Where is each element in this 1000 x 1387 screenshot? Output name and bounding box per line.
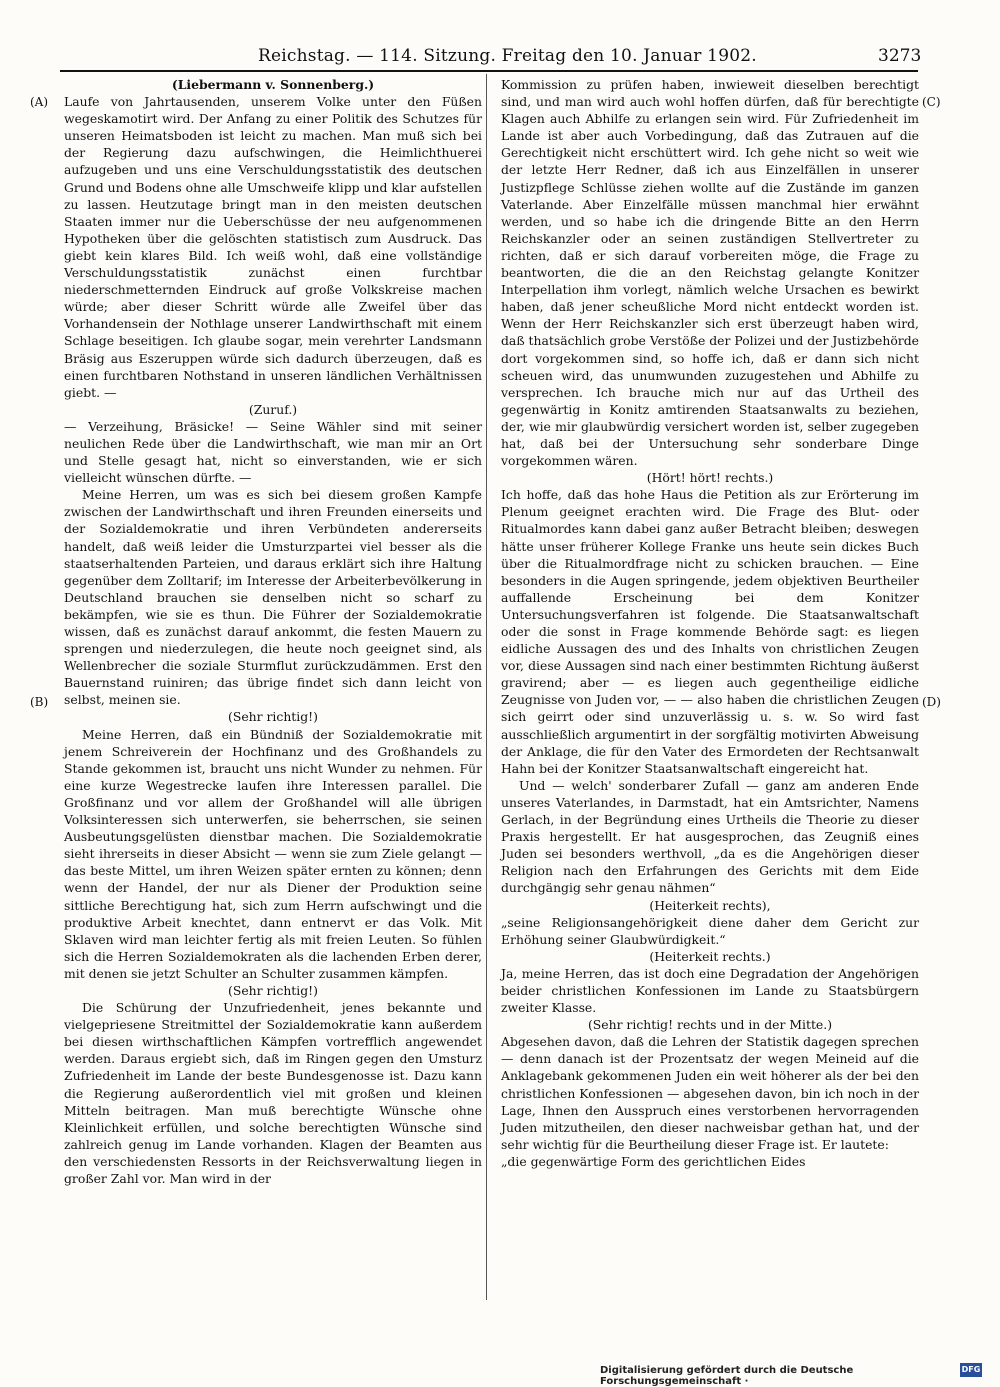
margin-mark-d: (D) (922, 695, 941, 709)
footer (600, 1365, 981, 1387)
paragraph: Ich hoffe, daß das hohe Haus die Petition als zur Erörterung im Plenum geeignet erachten wird. Die Frage des Blut- oder Ritualmordes kann dabei ganz außer Betracht bleiben; deswegen hätte unser früherer Kollege Franke uns heute sein dickes Buch über die Ritualmordfrage nicht zu schicken brauchen. — Eine besonders in die Augen springende, jedem objektiven Beurtheiler auffallende Erscheinung bei dem Konitzer Untersuchungsverfahren ist folgende. Die Staatsanwaltschaft oder die sonst in Frage kommende Behörde sagt: es liegen eidliche Aussagen des und des Inhalts von christlichen Zeugen vor, diese Aussagen sind nach einer bestimmten Richtung äußerst gravirend; aber — es liegen auch gegentheilige eidliche Zeugnisse von Juden vor, — — also haben die christlichen Zeugen sich geirrt oder sind unzuverlässig u. s. w. So wird fast ausschließlich argumentirt in der sorgfältig motivirten Abweisung der Anklage, die für den Vater des Ermordeten der Rechtsanwalt Hahn bei der Konitzer Staatsanwaltschaft eingereicht hat. (501, 487, 919, 776)
footer-credit: Digitalisierung gefördert durch die Deutsche Forschungsgemeinschaft · (600, 1365, 854, 1387)
interjection: (Heiterkeit rechts.) (649, 948, 771, 964)
paragraph: Ja, meine Herren, das ist doch eine Degradation der Angehörigen beider christlichen Konfessionen im Lande zu Staatsbürgern zweiter Klasse. (501, 965, 919, 1016)
margin-mark-c: (C) (922, 95, 941, 109)
paragraph: — Verzeihung, Bräsicke! — Seine Wähler sind mit seiner neulichen Rede über die Landwirthschaft, wie man mir an Ort und Stelle gesagt hat, nicht so einverstanden, wie er sich vielleicht wünschen dürfte. — (64, 418, 482, 486)
interjection: (Hört! hört! rechts.) (646, 470, 774, 486)
interjection: (Heiterkeit rechts), (649, 897, 771, 913)
paragraph: Laufe von Jahrtausenden, unserem Volke unter den Füßen wegeskamotirt wird. Der Anfang zu einer Politik des Schutzes für unseren Heimatsboden ist leicht zu machen. Man muß sich bei der Regierung dazu aufschwingen, die Heimlichthuerei aufzugeben und uns eine Verschuldungsstatistik des deutschen Grund und Bodens ohne alle Umschweife klipp und klar aufstellen zu lassen. Heutzutage bringt man in den meisten deutschen Staaten immer nur die Ueberschüsse der neu aufgenommenen Hypotheken über die gelöschten statistisch zum Ausdruck. Das giebt kein klares Bild. Ich weiß wohl, daß eine vollständige Verschuldungsstatistik zunächst einen furchtbar niederschmetternden Eindruck auf große Volkskreise machen würde; aber dieser Schritt würde alle Zweifel über das Vorhandensein der Nothlage unserer Landwirthschaft mit einem Schlage beseitigen. Ich glaube sogar, mein verehrter Landsmann Bräsig aus Eszeruppen würde sich dadurch überzeugen, daß es einen furchtbaren Nothstand in unseren ländlichen Verhältnissen giebt. — (64, 94, 482, 400)
running-header (258, 46, 958, 70)
dfg-logo-icon: DFG (960, 1363, 982, 1377)
margin-mark-b: (B) (30, 695, 49, 709)
interjection: (Sehr richtig!) (228, 982, 318, 998)
interjection: (Sehr richtig!) (228, 709, 318, 725)
header-rule (60, 70, 918, 72)
margin-mark-a: (A) (30, 95, 49, 109)
paragraph: Meine Herren, um was es sich bei diesem großen Kampfe zwischen der Landwirthschaft und ihren Freunden einerseits und der Sozialdemokratie und ihren Verbündeten andererseits handelt, daß weiß leider die Umsturzpartei viel besser als die staatserhaltenden Parteien, und daraus erklärt sich ihre Haltung gegenüber dem Zolltarif; im Interesse der Arbeiterbevölkerung in Deutschland brauchen sie denselben nicht so scharf zu bekämpfen, wie sie es thun. Die Führer der Sozialdemokratie wissen, daß es zunächst darauf ankommt, die festen Mauern zu sprengen und niederzulegen, die heute noch geeignet sind, als Wellenbrecher die soziale Sturmflut zurückzudämmen. Erst den Bauernstand ruiniren; das übrige findet sich dann leicht von selbst, meinen sie. (64, 487, 482, 708)
paragraph: Abgesehen davon, daß die Lehren der Statistik dagegen sprechen — denn danach ist der Prozentsatz der wegen Meineid auf die Anklagebank gekommenen Juden ein weit höherer als der bei den christlichen Konfessionen — abgesehen davon, bin ich noch in der Lage, Ihnen den Ausspruch eines verstorbenen hervorragenden Juden mitzutheilen, den dieser nachweisbar gethan hat, und der sehr wichtig für die Beurtheilung dieser Frage ist. Er lautete: (501, 1034, 919, 1152)
column-divider (486, 74, 487, 1300)
left-column (64, 76, 482, 1187)
running-title: Reichstag. — 114. Sitzung. Freitag den 10. Januar 1902. (258, 46, 757, 66)
page-number: 3273 (878, 46, 922, 66)
paragraph: Kommission zu prüfen haben, inwieweit dieselben berechtigt sind, und man wird auch wohl hoffen dürfen, daß für berechtigte Klagen auch Abhilfe zu erlangen sein wird. Für Zufriedenheit im Lande ist aber auch Vorbedingung, daß das Zutrauen auf die Gerechtigkeit nicht erschüttert wird. Ich gehe nicht so weit wie der letzte Herr Redner, daß ich aus Einzelfällen in unserer Justizpflege Schlüsse ziehen wollte auf die Zustände im ganzen Vaterlande. Aber Einzelfälle müssen manchmal hier erwähnt werden, und so habe ich die dringende Bitte an den Herrn Reichskanzler oder an seinen zuständigen Stellvertreter zu richten, daß er sich darauf vorbereiten möge, die Frage zu beantworten, die die an den Reichstag gelangte Konitzer Interpellation ihm vorlegt, nämlich welche Ursachen es bewirkt haben, daß jener scheußliche Mord nicht entdeckt worden ist. Wenn der Herr Reichskanzler sich erst überzeugt haben wird, daß thatsächlich grobe Verstöße der Polizei und der Justizbehörde dort vorgekommen sind, so hoffe ich, daß er dann sich nicht scheuen wird, das unumwunden zuzugestehen und Abhilfe zu versprechen. Ich brauche mich nur auf das Urtheil des gegenwärtig in Konitz amtirenden Staatsanwalts zu beziehen, der, wie mir glaubwürdig versichert worden ist, selber zugegeben hat, daß bei der Untersuchung sehr sonderbare Dinge vorgekommen wären. (501, 77, 919, 469)
paragraph: „die gegenwärtige Form des gerichtlichen Eides (501, 1153, 806, 1169)
paragraph: Die Schürung der Unzufriedenheit, jenes bekannte und vielgepriesene Streitmittel der Sozialdemokratie kann außerdem bei diesen wirthschaftlichen Kämpfen vortrefflich angewendet werden. Daraus ergiebt sich, daß im Ringen gegen den Umsturz Zufriedenheit im Lande der beste Bundesgenosse ist. Dazu kann die Regierung außerordentlich viel mit großen und kleinen Mitteln beitragen. Man muß berechtigte Wünsche ohne Kleinlichkeit erfüllen, und solche berechtigten Wünsche sind zahlreich genug im Lande vorhanden. Klagen der Beamten aus den verschiedensten Ressorts in der Reichsverwaltung liegen in großer Zahl vor. Man wird in der (64, 1000, 482, 1186)
right-column (501, 76, 919, 1170)
speaker-name: (Liebermann v. Sonnenberg.) (171, 77, 375, 92)
interjection: (Zuruf.) (248, 401, 298, 417)
paragraph: Und — welch' sonderbarer Zufall — ganz am anderen Ende unseres Vaterlandes, in Darmstadt, hat ein Amtsrichter, Namens Gerlach, in der Begründung eines Urtheils die Theorie zu dieser Praxis hergestellt. Er hat ausgesprochen, das Zeugniß eines Juden sei besonders werthvoll, „da es die Angehörigen dieser Religion nach den Erfahrungen des Gerichts mit dem Eide durchgängig sehr genau nähmen“ (501, 777, 919, 896)
paragraph: „seine Religionsangehörigkeit diene daher dem Gericht zur Erhöhung seiner Glaubwürdigkeit.“ (501, 914, 919, 947)
interjection: (Sehr richtig! rechts und in der Mitte.) (587, 1017, 833, 1033)
paragraph: Meine Herren, daß ein Bündniß der Sozialdemokratie mit jenem Schreiverein der Hochfinanz und des Großhandels zu Stande gekommen ist, braucht uns nicht Wunder zu nehmen. Für eine kurze Wegestrecke laufen ihre Interessen parallel. Die Großfinanz und vor allem der Großhandel will alle übrigen Volksinteressen sich unterwerfen, sie beherrschen, sie seinen Ausbeutungsgelüsten dienstbar machen. Die Sozialdemokratie sieht ihrerseits in dieser Absicht — wenn sie zum Ziele gelangt — das beste Mittel, um ihren Weizen später ernten zu können; denn wenn der Handel, der nur als Diener der Produktion seine sittliche Berechtigung hat, sich zum Herrn aufschwingt und die produktive Arbeit knechtet, dann entnervt er das Volk. Mit Sklaven wird man leichter fertig als mit freien Leuten. So fühlen sich die Herren Sozialdemokraten als die lachenden Erben derer, mit denen sie jetzt Schulter an Schulter zusammen kämpfen. (64, 726, 482, 981)
